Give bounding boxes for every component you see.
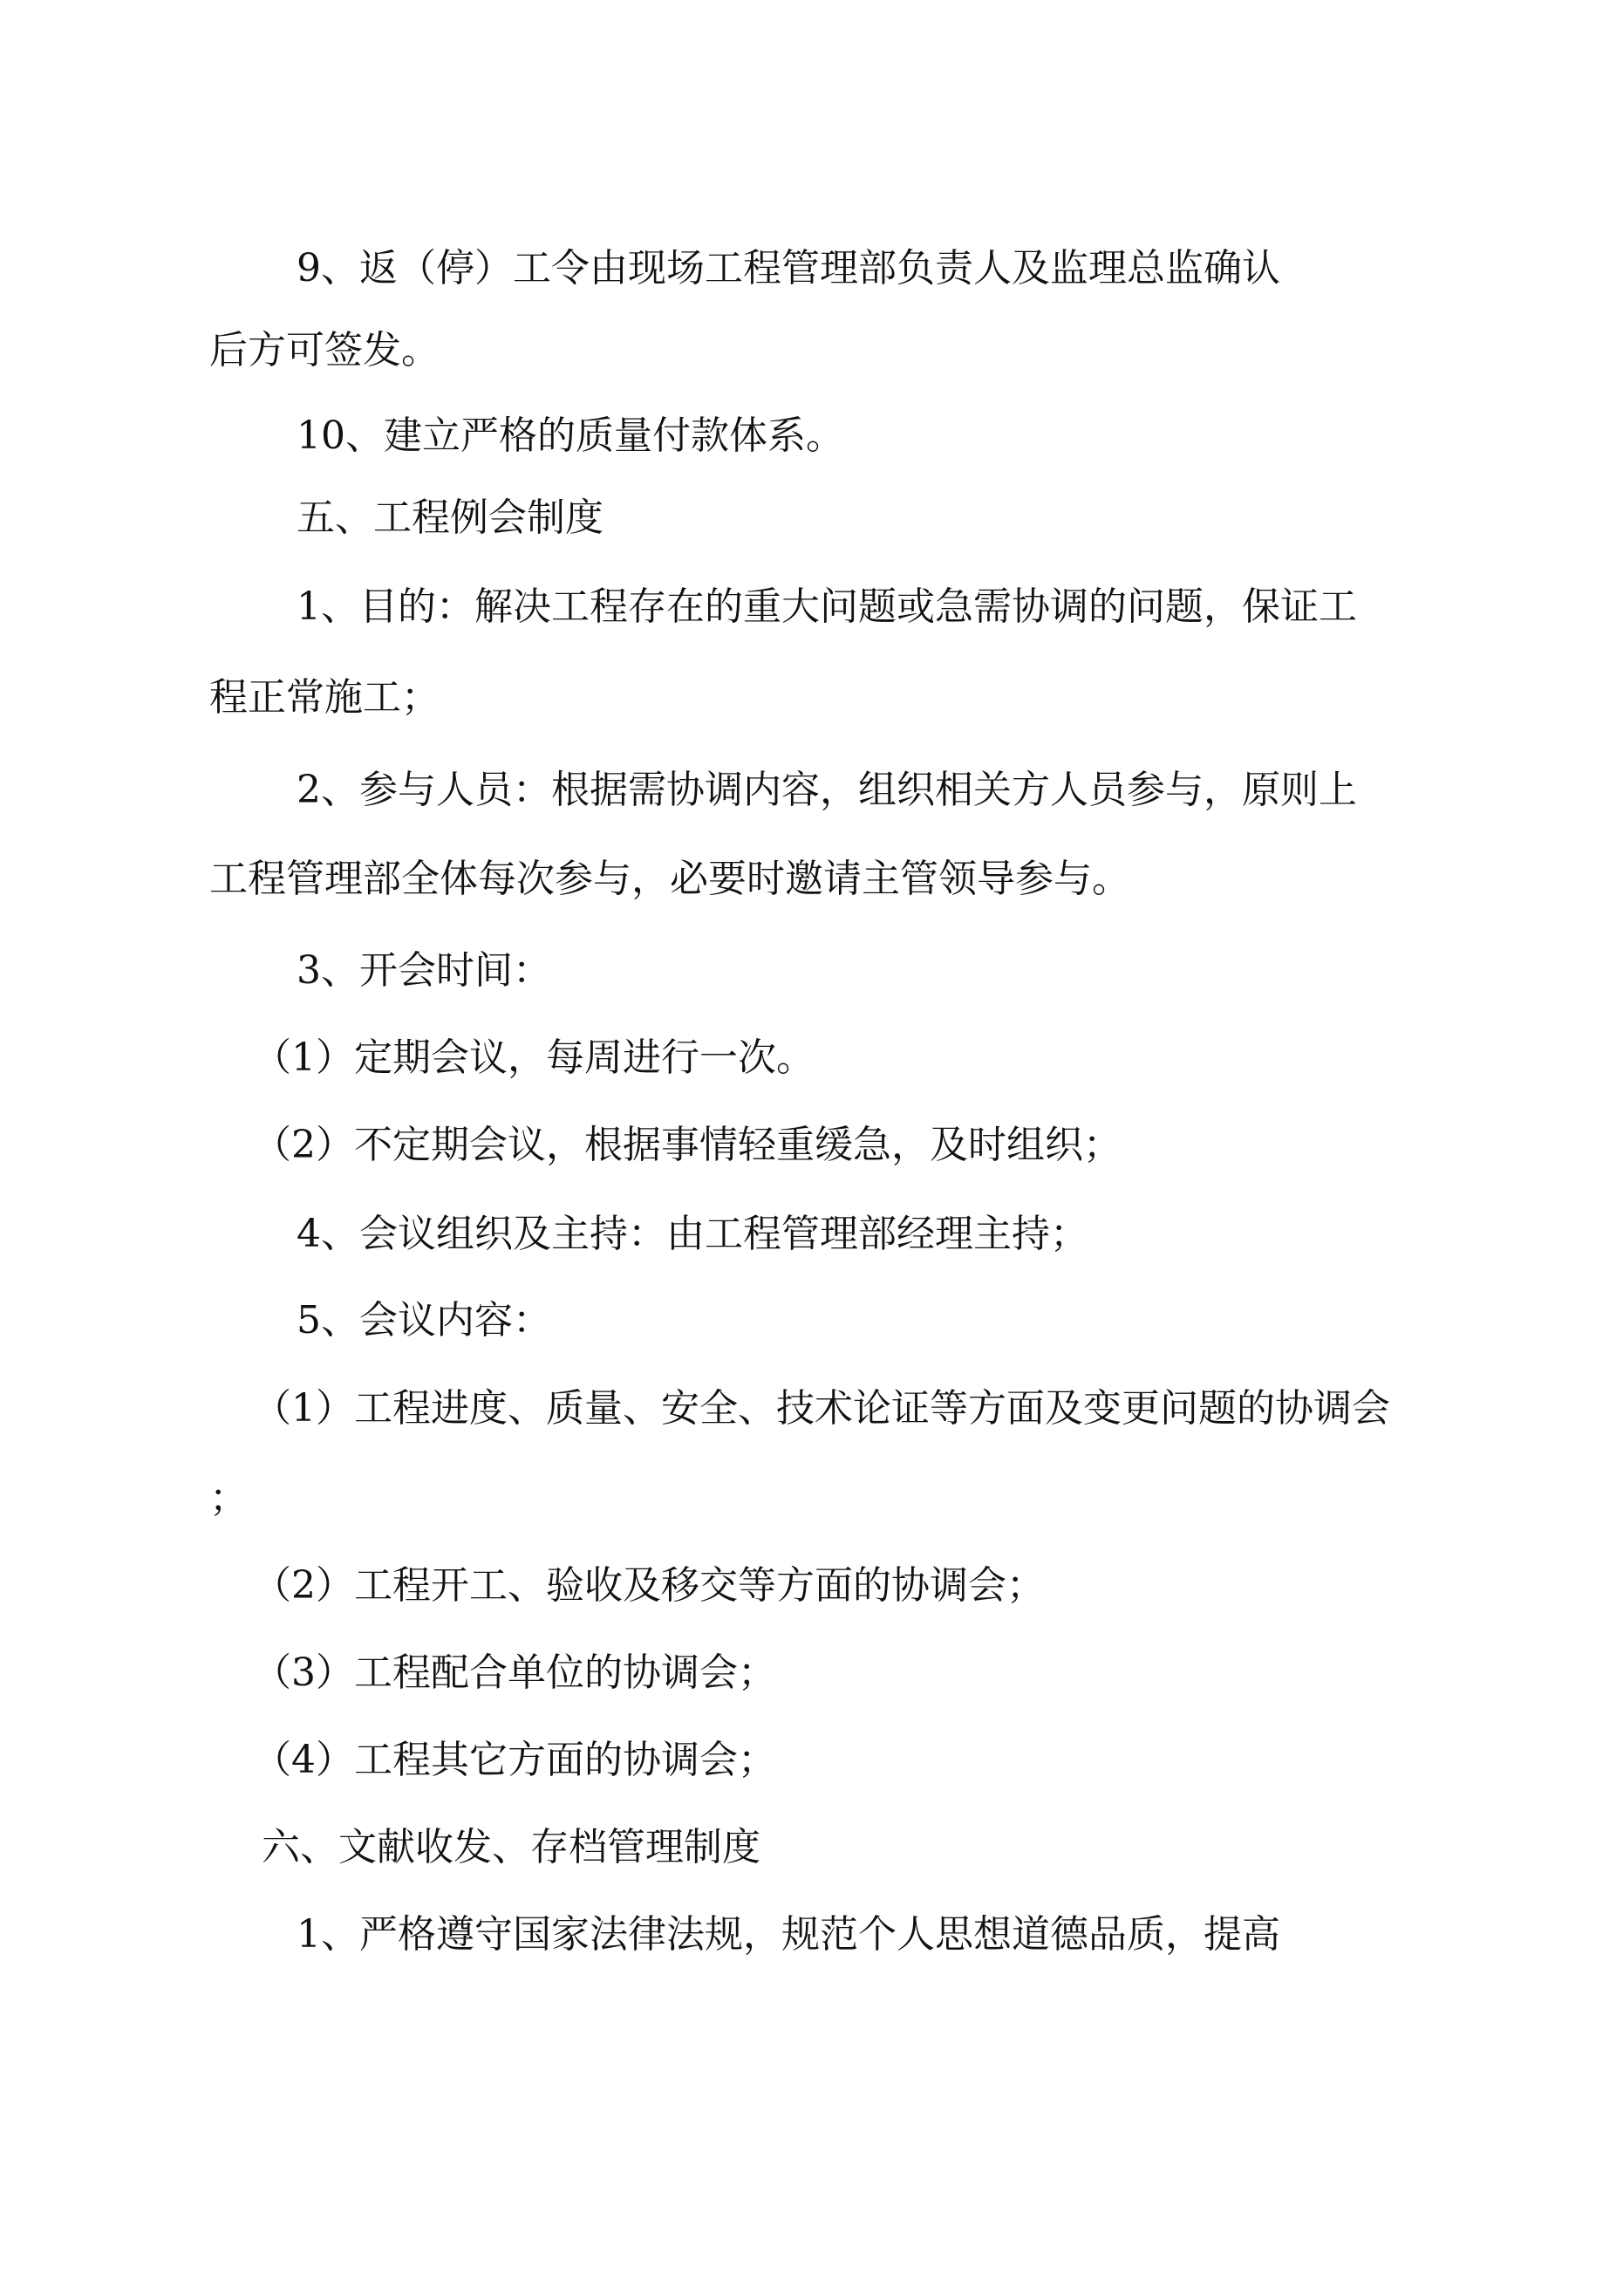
list-item-3: （1）工程进度、质量、安全、技术论证等方面及变更问题的协调会 <box>253 1386 1390 1431</box>
paragraph-line-15: ； <box>209 1476 248 1520</box>
paragraph-line-12: 4、会议组织及主持：由工程管理部经理主持； <box>297 1212 1088 1256</box>
paragraph-line-9: 3、开会时间： <box>297 948 551 993</box>
paragraph-line-13: 5、会议内容： <box>297 1298 551 1343</box>
list-item-2: （2）不定期会议，根据事情轻重缓急，及时组织； <box>253 1123 1122 1167</box>
paragraph-line-3: 10、建立严格的质量付款体系。 <box>297 413 844 458</box>
paragraph-line-2: 后方可签发。 <box>209 328 440 372</box>
paragraph-line-6: 程正常施工； <box>209 675 440 720</box>
list-item-4: （2）工程开工、验收及移交等方面的协调会； <box>253 1563 1045 1608</box>
list-item-1: （1）定期会议，每周进行一次。 <box>253 1035 815 1080</box>
paragraph-line-8: 工程管理部全体每次参与，必要时邀请主管领导参与。 <box>209 857 1130 901</box>
paragraph-line-5: 1、目的：解决工程存在的重大问题或急需协调的问题，保证工 <box>297 584 1357 629</box>
paragraph-line-20: 1、严格遵守国家法律法规，规范个人思想道德品质，提高 <box>297 1912 1280 1957</box>
section-heading-6: 六、文献收发、存档管理制度 <box>262 1825 760 1869</box>
paragraph-line-7: 2、参与人员：根据需协调内容，组织相关方人员参与，原则上 <box>297 768 1357 812</box>
list-item-5: （3）工程配合单位的协调会； <box>253 1650 776 1695</box>
section-heading-5: 五、工程例会制度 <box>297 495 604 540</box>
paragraph-line-1: 9、返（停）工令由现场工程管理部负责人及监理总监确认 <box>297 246 1280 290</box>
list-item-6: （4）工程其它方面的协调会； <box>253 1738 776 1782</box>
